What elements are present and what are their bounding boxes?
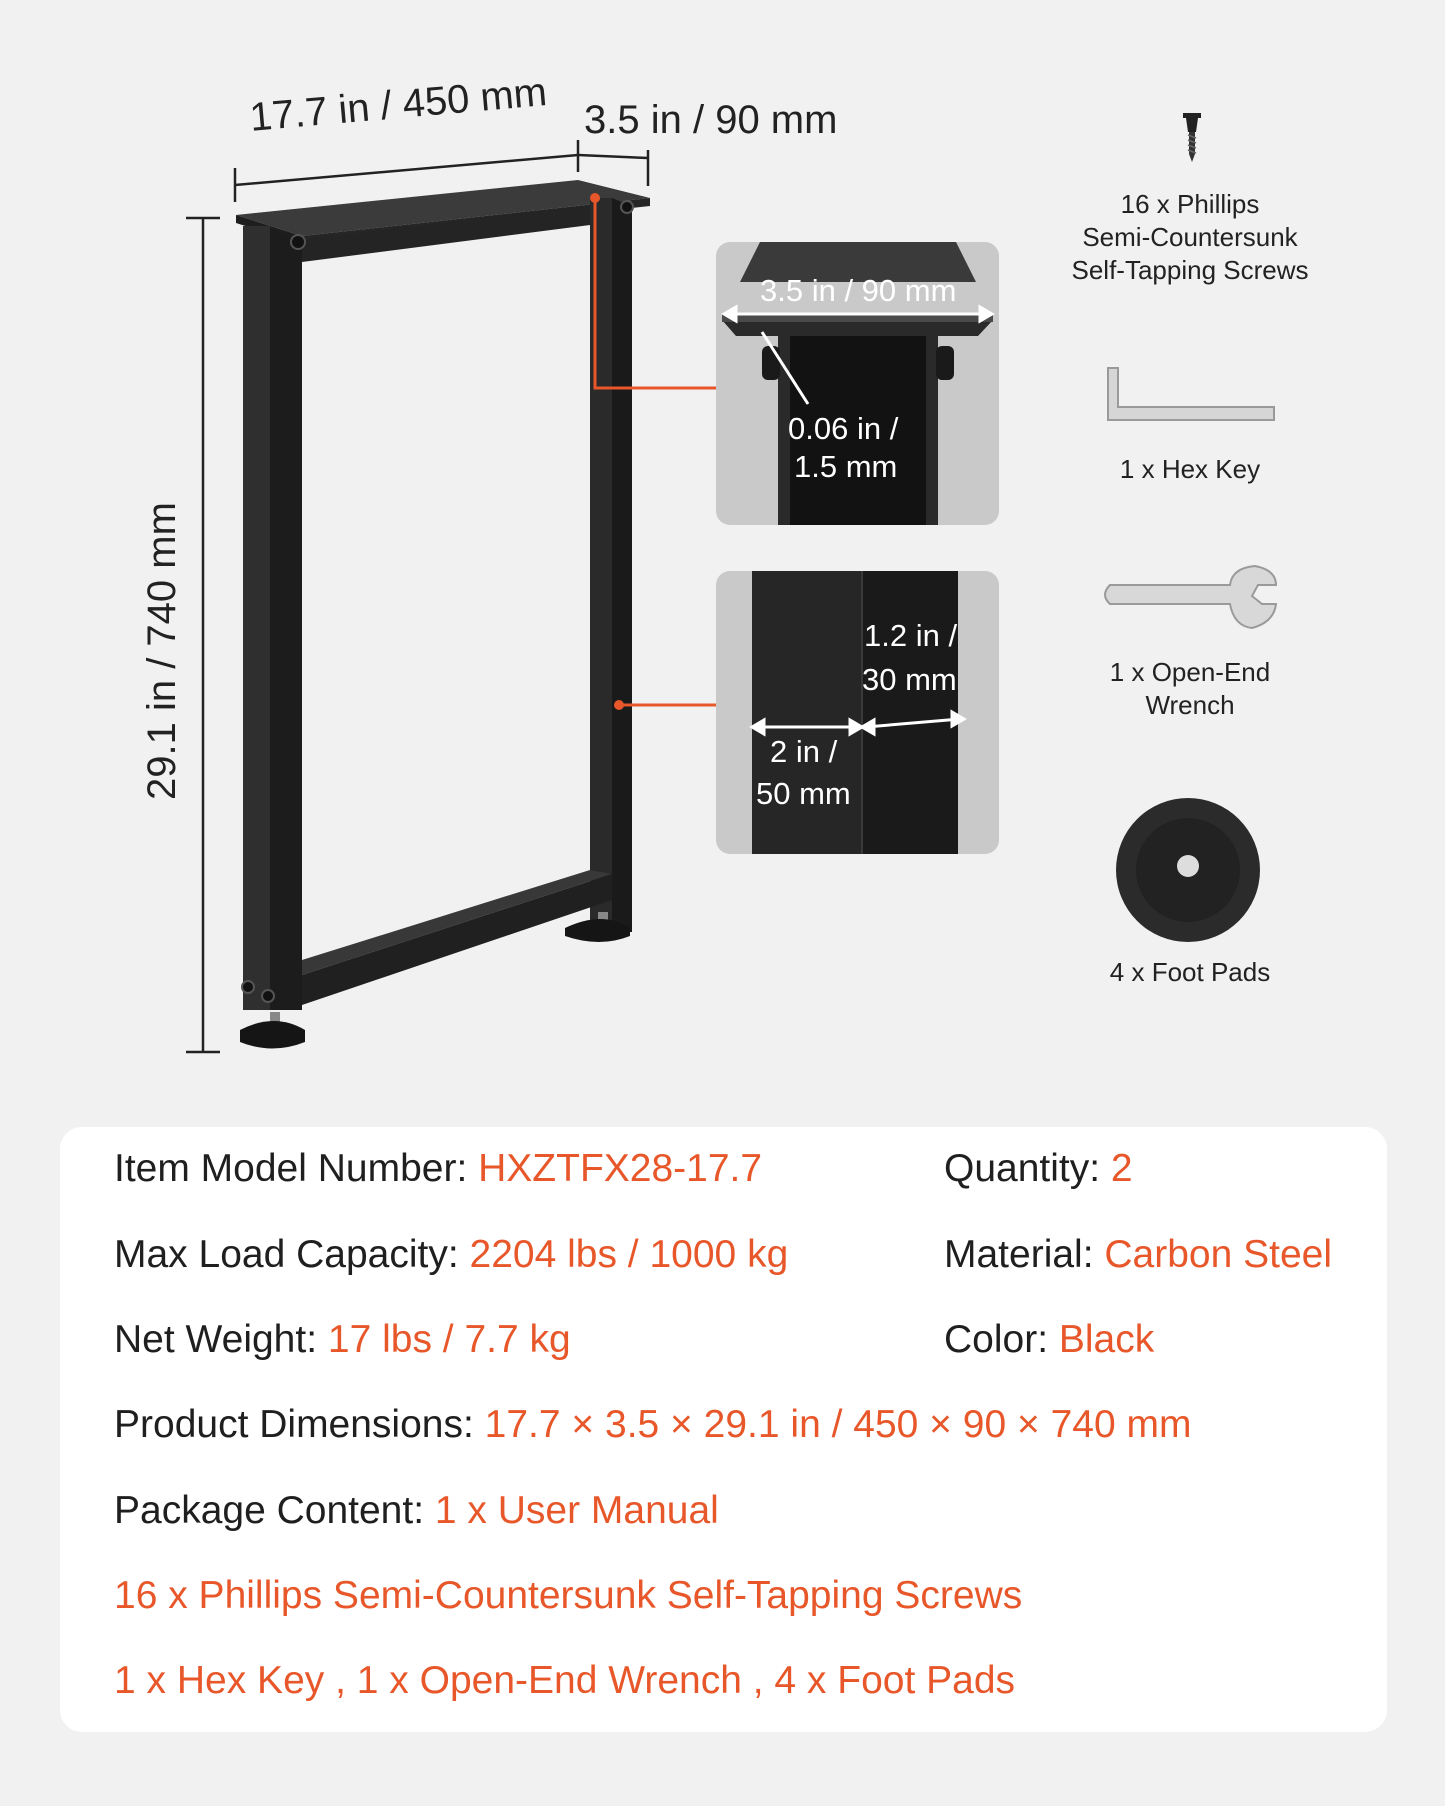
accessory-wrench-line-2: Wrench	[1145, 690, 1235, 720]
screw-icon	[1183, 113, 1201, 162]
spec-model-value: HXZTFX28-17.7	[478, 1147, 763, 1190]
tube-side-label-1: 1.2 in /	[864, 618, 958, 653]
spec-package-label: Package Content:	[114, 1489, 435, 1532]
spec-load	[114, 1233, 788, 1277]
spec-quantity	[944, 1147, 1133, 1191]
wrench-icon	[1105, 566, 1276, 628]
spec-dimensions-label: Product Dimensions:	[114, 1403, 485, 1446]
spec-dimensions-value: 17.7 × 3.5 × 29.1 in / 450 × 90 × 740 mm	[484, 1403, 1192, 1446]
plate-thickness-label-1: 0.06 in /	[788, 411, 899, 446]
top-plate-detail	[716, 242, 999, 525]
tube-side-label-2: 30 mm	[862, 662, 957, 697]
depth-dimension-label: 3.5 in / 90 mm	[584, 98, 838, 142]
left-post	[243, 226, 302, 1010]
specifications-card	[60, 1127, 1387, 1732]
spec-weight	[114, 1318, 571, 1362]
tube-section-detail	[716, 571, 999, 854]
spec-package-value-1: 1 x User Manual	[434, 1489, 719, 1532]
spec-weight-value: 17 lbs / 7.7 kg	[327, 1318, 571, 1361]
spec-load-label: Max Load Capacity:	[114, 1233, 470, 1276]
spec-quantity-label: Quantity:	[944, 1147, 1111, 1190]
spec-dimensions	[114, 1403, 1192, 1447]
tube-front-label-2: 50 mm	[756, 776, 851, 811]
accessory-wrench-label	[1040, 656, 1340, 722]
hex-key-icon	[1108, 368, 1274, 420]
accessory-wrench-line-1: 1 x Open-End	[1109, 657, 1271, 687]
height-dimension-line	[186, 218, 220, 1052]
spec-package-tools: 1 x Hex Key , 1 x Open-End Wrench , 4 x Foot Pads	[114, 1659, 1016, 1702]
accessory-hex-key-label	[1040, 453, 1340, 486]
foot-pad-icon	[1116, 798, 1260, 942]
spec-weight-label: Net Weight:	[114, 1318, 328, 1361]
spec-model	[114, 1147, 762, 1191]
spec-package	[114, 1489, 719, 1533]
spec-quantity-value: 2	[1110, 1147, 1133, 1190]
spec-material	[944, 1233, 1332, 1277]
spec-load-value: 2204 lbs / 1000 kg	[469, 1233, 789, 1276]
spec-color-label: Color:	[944, 1318, 1059, 1361]
height-dimension-label: 29.1 in / 740 mm	[140, 502, 184, 800]
accessory-screws-line-2: Semi-Countersunk	[1082, 222, 1298, 252]
spec-model-label: Item Model Number:	[114, 1147, 479, 1190]
spec-color-value: Black	[1058, 1318, 1155, 1361]
bottom-crossbar	[302, 870, 612, 1005]
accessory-foot-pads-line-1: 4 x Foot Pads	[1109, 957, 1271, 987]
accessory-screws-label	[1040, 188, 1340, 287]
accessory-foot-pads-label	[1040, 956, 1340, 989]
accessory-screws-line-1: 16 x Phillips	[1120, 189, 1260, 219]
spec-material-label: Material:	[944, 1233, 1105, 1276]
plate-thickness-label-2: 1.5 mm	[794, 449, 898, 484]
spec-material-value: Carbon Steel	[1104, 1233, 1333, 1276]
spec-package-screws: 16 x Phillips Semi-Countersunk Self-Tapping Screws	[114, 1574, 1023, 1617]
top-plate-width-label: 3.5 in / 90 mm	[760, 273, 957, 308]
accessory-hex-key-line-1: 1 x Hex Key	[1119, 454, 1261, 484]
accessory-screws-line-3: Self-Tapping Screws	[1071, 255, 1309, 285]
tube-front-label-1: 2 in /	[770, 734, 838, 769]
spec-color	[944, 1318, 1154, 1362]
width-dimension-label: 17.7 in / 450 mm	[248, 70, 549, 140]
